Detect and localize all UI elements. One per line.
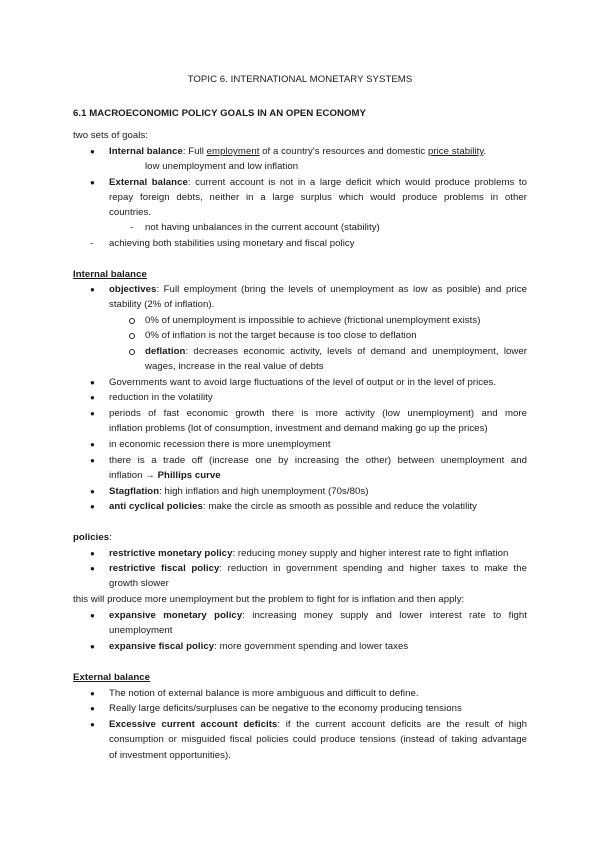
sub-line: not having unbalances in the current account (stability)	[145, 222, 380, 233]
list-item-continuation: inflation problems (lot of consumption, investment and demand making go up the prices)	[109, 423, 488, 434]
list-item: The notion of external balance is more ambiguous and difficult to define.	[109, 688, 419, 699]
list-item-continuation: countries.	[109, 207, 152, 218]
bullet-icon: ●	[90, 564, 95, 573]
bullet-icon: ●	[90, 456, 95, 465]
sub-item-continuation: wages, increase in the real value of debts	[145, 361, 324, 372]
bullet-icon: ●	[90, 502, 95, 511]
list-item-continuation: of investment opportunities).	[109, 750, 231, 761]
list-item: periods of fast economic growth there is more activity (low unemployment) and more	[109, 408, 527, 419]
document-title: TOPIC 6. INTERNATIONAL MONETARY SYSTEMS	[187, 74, 413, 85]
list-item: Excessive current account deficits: if the current account deficits are the result of high	[109, 719, 527, 730]
bullet-icon: ●	[90, 285, 95, 294]
list-item: in economic recession there is more unemployment	[109, 439, 331, 450]
bullet-icon: ●	[90, 689, 95, 698]
bullet-icon: ●	[90, 393, 95, 402]
bullet-icon: ●	[90, 147, 95, 156]
sub-line: low unemployment and low inflation	[145, 161, 299, 172]
internal-balance-heading: Internal balance	[73, 269, 147, 280]
list-item: achieving both stabilities using monetary and fiscal policy	[109, 238, 355, 249]
list-item: Really large deficits/surpluses can be negative to the economy producing tensions	[109, 703, 462, 714]
section-heading: 6.1 MACROECONOMIC POLICY GOALS IN AN OPEN ECONOMY	[73, 108, 366, 119]
bullet-icon: ●	[90, 178, 95, 187]
dash-icon: -	[130, 222, 134, 233]
list-item-continuation: stability (2% of inflation).	[109, 299, 215, 310]
list-item: Stagflation: high inflation and high unemployment (70s/80s)	[109, 486, 369, 497]
sub-item: 0% of unemployment is impossible to achieve (frictional unemployment exists)	[145, 315, 481, 326]
paragraph: this will produce more unemployment but the problem to fight for is inflation and then apply:	[73, 594, 465, 605]
list-item-continuation: growth slower	[109, 578, 169, 589]
list-item: External balance: current account is not in a large deficit which would produce problems to	[109, 177, 527, 188]
list-item: expansive fiscal policy: more government spending and lower taxes	[109, 641, 409, 652]
list-item-continuation: repay foreign debts, neither in a large surplus which would produce problems in other	[109, 192, 527, 203]
list-item-continuation: consumption or misguided fiscal policies could produce tensions (instead of taking advantage	[109, 734, 527, 745]
list-item: Internal balance: Full employment of a country's resources and domestic price stability.	[109, 146, 487, 157]
arrow-icon: →	[142, 470, 158, 481]
bullet-icon: ●	[90, 611, 95, 620]
bullet-icon: ●	[90, 440, 95, 449]
list-item: expansive monetary policy: increasing money supply and lower interest rate to fight	[109, 610, 528, 621]
sub-item: deflation: decreases economic activity, levels of demand and unemployment, lower	[145, 346, 527, 357]
bullet-icon: ●	[90, 704, 95, 713]
dash-icon: -	[90, 238, 94, 249]
bullet-icon: ●	[90, 720, 95, 729]
sub-item: 0% of inflation is not the target because is too close to deflation	[145, 330, 417, 341]
list-item: restrictive monetary policy: reducing money supply and higher interest rate to fight inflation	[109, 548, 509, 559]
intro-line: two sets of goals:	[73, 130, 149, 141]
list-item: anti cyclical policies: make the circle as smooth as possible and reduce the volatility	[109, 501, 478, 512]
bullet-icon: ●	[90, 642, 95, 651]
list-item-continuation: inflation → Phillips curve	[109, 470, 221, 481]
list-item: there is a trade off (increase one by increasing the other) between unemployment and	[109, 455, 527, 466]
circle-bullet-icon	[129, 318, 135, 324]
bullet-icon: ●	[90, 487, 95, 496]
bullet-icon: ●	[90, 378, 95, 387]
bullet-icon: ●	[90, 549, 95, 558]
list-item: restrictive fiscal policy: reduction in government spending and higher taxes to make the	[109, 563, 527, 574]
list-item: objectives: Full employment (bring the levels of unemployment as low as posible) and price	[109, 284, 527, 295]
list-item: Governments want to avoid large fluctuations of the level of output or in the level of prices.	[109, 377, 497, 388]
policies-heading: policies:	[73, 532, 112, 543]
circle-bullet-icon	[129, 349, 135, 355]
list-item: reduction in the volatility	[109, 392, 213, 403]
circle-bullet-icon	[129, 333, 135, 339]
bullet-icon: ●	[90, 409, 95, 418]
external-balance-heading: External balance	[73, 672, 151, 683]
list-item-continuation: unemployment	[109, 625, 173, 636]
